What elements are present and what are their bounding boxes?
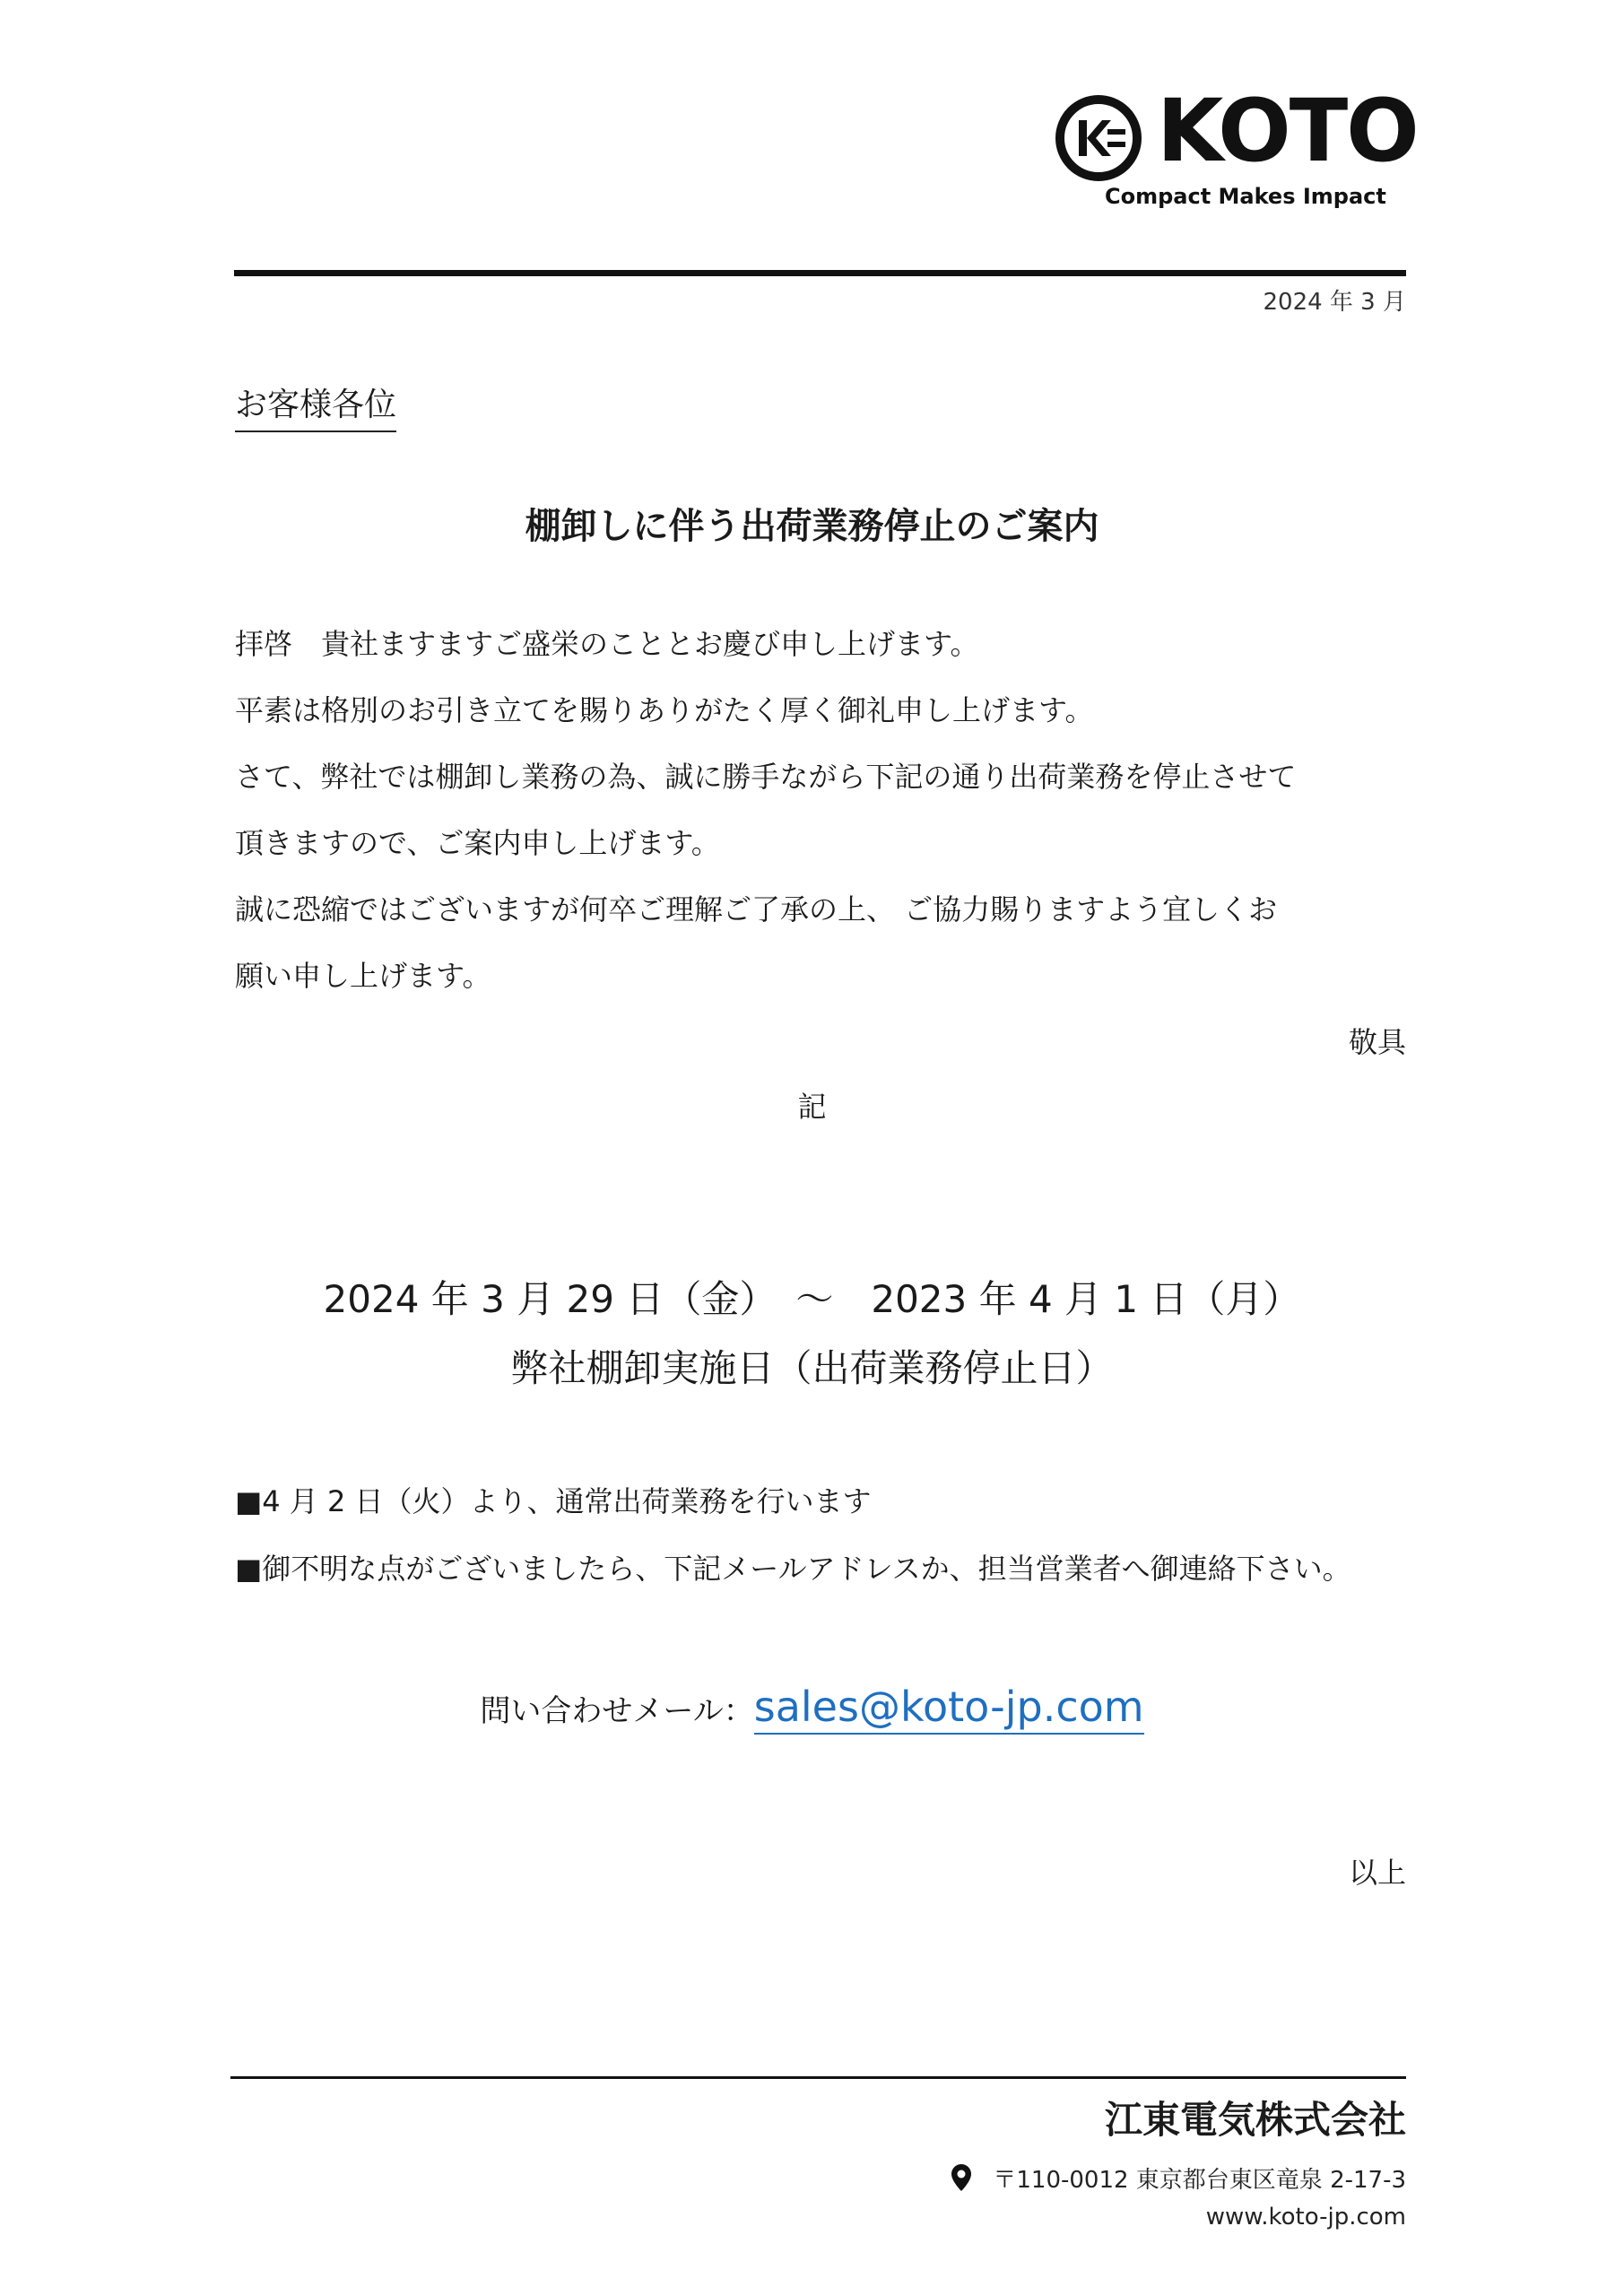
body-line: 願い申し上げます。 (235, 959, 491, 993)
salutation: お客様各位 (235, 389, 396, 432)
issue-date: 2024 年 3 月 (1263, 289, 1406, 316)
contact-line (0, 1683, 1624, 1731)
address-text: 〒110-0012 東京都台東区竜泉 2-17-3 (993, 2167, 1406, 2194)
ki-heading: 記 (797, 1090, 827, 1124)
letter-title: 棚卸しに伴う出荷業務停止のご案内 (525, 506, 1099, 547)
note-item: ■御不明な点がございましたら、下記メールアドレスか、担当営業者へ御連絡下さい。 (235, 1552, 1351, 1586)
body-line: 誠に恐縮ではございますが何卒ご理解ご了承の上、 ご協力賜りますよう宜しくお (235, 892, 1278, 926)
contact-label: 問い合わせメール： (480, 1693, 754, 1729)
closing-keigu: 敬具 (1348, 1025, 1406, 1059)
body-line: 平素は格別のお引き立てを賜りありがたく厚く御礼申し上げます。 (235, 693, 1094, 727)
shutdown-period-label: 弊社棚卸実施日（出荷業務停止日） (510, 1346, 1114, 1390)
company-name: 江東電気株式会社 (1104, 2098, 1406, 2142)
shutdown-period: 2024 年 3 月 29 日（金） ～ 2023 年 4 月 1 日（月） (323, 1277, 1301, 1321)
end-mark: 以上 (1348, 1856, 1406, 1890)
footer-divider (230, 2076, 1406, 2079)
logo-wordmark: KOTO (1157, 81, 1418, 181)
koto-logo-mark (1054, 93, 1143, 183)
note-item: ■4 月 2 日（火）より、通常出荷業務を行います (235, 1484, 872, 1518)
company-address (951, 2164, 1406, 2192)
body-line: さて、弊社では棚卸し業務の為、誠に勝手ながら下記の通り出荷業務を停止させて (235, 760, 1297, 794)
company-website[interactable]: www.koto-jp.com (1205, 2204, 1406, 2231)
body-line: 頂きますので、ご案内申し上げます。 (235, 826, 720, 860)
contact-email-link[interactable]: sales@koto-jp.com (754, 1683, 1144, 1735)
body-line: 拝啓 貴社ますますご盛栄のこととお慶び申し上げます。 (235, 627, 979, 661)
logo-tagline: Compact Makes Impact (1105, 184, 1386, 209)
location-pin-icon (951, 2164, 971, 2191)
header-divider (234, 270, 1406, 276)
